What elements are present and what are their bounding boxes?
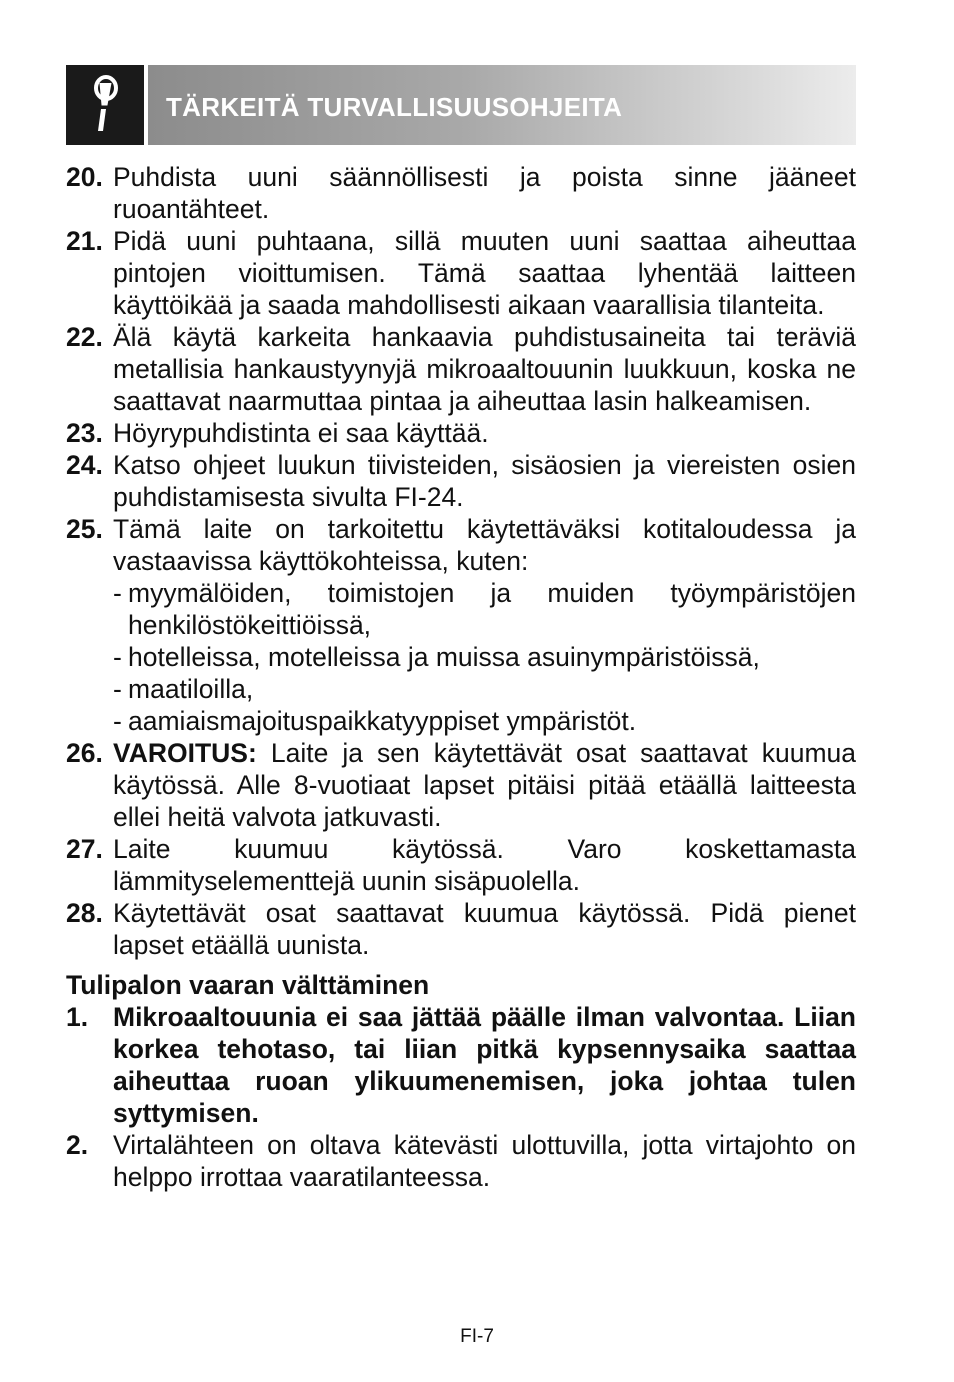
list-item bbox=[66, 417, 856, 449]
item-number: 2. bbox=[66, 1130, 89, 1160]
item-text: Tämä laite on tarkoitettu käytettäväksi kotitaloudessa ja vastaavissa käyttökohteissa, kuten: bbox=[113, 514, 856, 576]
item-text: Mikroaaltouunia ei saa jättää päälle ilman valvontaa. Liian korkea tehotaso, tai liian pitkä kypsennysaika saattaa aiheuttaa ruoan ylikuumenemisen, joka johtaa tulen syttymisen. bbox=[113, 1002, 856, 1128]
header-icon-box bbox=[66, 65, 144, 145]
item-text bbox=[113, 737, 856, 833]
item-text: Katso ohjeet luukun tiivisteiden, sisäosien ja viereisten osien puhdistamisesta sivulta FI-24. bbox=[113, 450, 856, 512]
list-item bbox=[66, 161, 856, 225]
item-text: Puhdista uuni säännöllisesti ja poista sinne jääneet ruoantähteet. bbox=[113, 162, 856, 224]
sub-list-item: - maatiloilla, bbox=[66, 673, 856, 705]
header-bar bbox=[148, 65, 856, 145]
list-item bbox=[66, 225, 856, 321]
sub-list-item: - myymälöiden, toimistojen ja muiden työympäristöjen henkilöstökeittiöissä, bbox=[113, 578, 856, 640]
list-item bbox=[66, 321, 856, 417]
instructions-list bbox=[66, 161, 856, 1193]
list-item bbox=[66, 897, 856, 961]
sub-item-text: maatiloilla, bbox=[128, 674, 254, 704]
item-number: 1. bbox=[66, 1002, 89, 1032]
sub-item-text: hotelleissa, motelleissa ja muissa asuinympäristöissä, bbox=[128, 642, 760, 672]
item-text: Laite kuumuu käytössä. Varo koskettamasta lämmityselementtejä uunin sisäpuolella. bbox=[113, 834, 856, 896]
item-text: Käytettävät osat saattavat kuumua käytössä. Pidä pienet lapset etäällä uunista. bbox=[113, 898, 856, 960]
item-text: Pidä uuni puhtaana, sillä muuten uuni saattaa aiheuttaa pintojen vioittumisen. Tämä saattaa lyhentää laitteen käyttöikää ja saada mahdollisesti aikaan vaarallisia tilanteita. bbox=[113, 226, 856, 320]
page-title: TÄRKEITÄ TURVALLISUUSOHJEITA bbox=[166, 91, 623, 122]
sub-item-text: myymälöiden, toimistojen ja muiden työympäristöjen henkilöstökeittiöissä, bbox=[128, 578, 856, 640]
list-item bbox=[66, 833, 856, 897]
list-item bbox=[66, 1129, 856, 1193]
item-number: 26. bbox=[66, 738, 103, 768]
item-number: 20. bbox=[66, 162, 103, 192]
item-number: 22. bbox=[66, 322, 103, 352]
fire-section-heading: Tulipalon vaaran välttäminen bbox=[66, 970, 430, 1000]
sub-list-item: - aamiaismajoituspaikkatyyppiset ympäristöt. bbox=[66, 705, 856, 737]
item-number: 21. bbox=[66, 226, 103, 256]
page-number: FI-7 bbox=[460, 1326, 494, 1347]
warning-label: VAROITUS: bbox=[113, 738, 257, 768]
item-number: 28. bbox=[66, 898, 103, 928]
sub-item-text: aamiaismajoituspaikkatyyppiset ympäristöt. bbox=[128, 706, 637, 736]
list-item-warning bbox=[66, 737, 856, 833]
list-item bbox=[66, 513, 856, 577]
item-number: 24. bbox=[66, 450, 103, 480]
item-text: Älä käytä karkeita hankaavia puhdistusaineita tai teräviä metallisia hankaustyynyjä mikroaaltouunin luukkuun, koska ne saattavat naarmuttaa pintaa ja aiheuttaa lasin halkeamisen. bbox=[113, 322, 856, 416]
item-text: Höyrypuhdistinta ei saa käyttää. bbox=[113, 418, 489, 448]
sub-list-item: - hotelleissa, motelleissa ja muissa asuinympäristöissä, bbox=[66, 641, 856, 673]
item-number: 23. bbox=[66, 418, 103, 448]
warning-text: Laite ja sen käytettävät osat saattavat kuumua käytössä. Alle 8-vuotiaat lapset pitäisi pitää etäällä laitteesta ellei heitä valvota jatkuvasti. bbox=[113, 738, 856, 832]
section-header bbox=[66, 65, 856, 145]
item-number: 25. bbox=[66, 514, 103, 544]
list-item bbox=[66, 449, 856, 513]
warning-exclamation-icon bbox=[88, 75, 122, 135]
item-text: Virtalähteen on oltava kätevästi ulottuvilla, jotta virtajohto on helppo irrottaa vaaratilanteessa. bbox=[113, 1130, 856, 1192]
list-item bbox=[66, 1001, 856, 1129]
item-number: 27. bbox=[66, 834, 103, 864]
